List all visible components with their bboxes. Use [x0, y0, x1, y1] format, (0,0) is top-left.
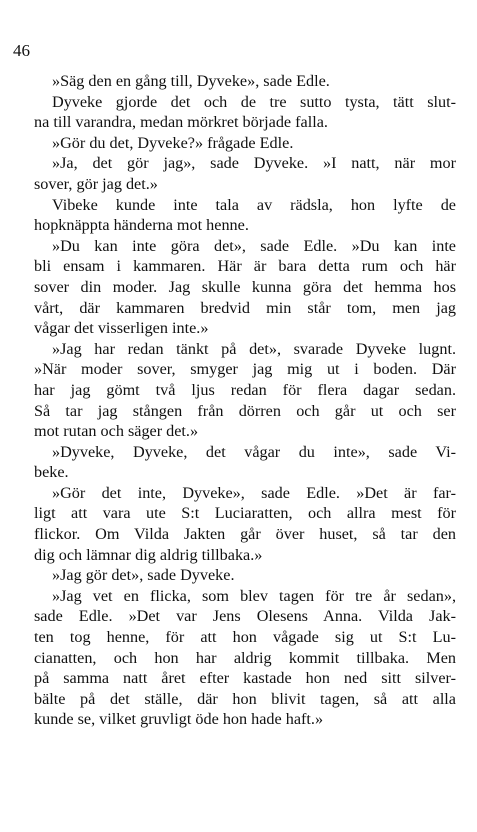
text-line: bli ensam i kammaren. Här är bara detta rum och här: [34, 257, 456, 276]
text-line: »Gör du det, Dyveke?» frågade Edle.: [52, 133, 294, 152]
text-line: beke.: [34, 463, 69, 482]
text-line: ten tog henne, för att hon vågade sig ut S:t Lu-: [34, 628, 456, 647]
paragraph: [34, 586, 456, 730]
text-line: cianatten, och hon har aldrig kommit tillbaka. Men: [34, 648, 456, 667]
text-line: bälte på det ställe, där hon blivit tagen, så att alla: [34, 689, 456, 708]
text-line: Så tar jag stången från dörren och går ut och ser: [34, 401, 456, 420]
paragraph: [34, 339, 456, 442]
text-line: »Dyveke, Dyveke, det vågar du inte», sade Vi-: [52, 442, 456, 461]
text-line: mot rutan och säger det.»: [34, 422, 199, 441]
text-line: »Du kan inte göra det», sade Edle. »Du kan inte: [52, 236, 456, 255]
text-line: »Ja, det gör jag», sade Dyveke. »I natt, när mor: [52, 154, 456, 173]
page-number: 46: [13, 41, 30, 60]
paragraph: [34, 483, 456, 565]
text-line: »Gör det inte, Dyveke», sade Edle. »Det är far-: [52, 483, 456, 502]
text-line: på samma natt året efter kastade hon ned sitt silver-: [34, 669, 456, 688]
text-line: har jag gömt två ljus redan för flera dagar sedan.: [34, 380, 456, 399]
text-line: sade Edle. »Det var Jens Olesens Anna. Vilda Jak-: [34, 607, 456, 626]
text-line: vågar det visserligen inte.»: [34, 319, 209, 338]
text-line: na till varandra, medan mörkret började falla.: [34, 113, 328, 132]
paragraph: [34, 153, 456, 194]
text-line: »Jag vet en flicka, som blev tagen för tre år sedan»,: [52, 586, 456, 605]
text-line: »Säg den en gång till, Dyveke», sade Edle.: [52, 72, 330, 90]
text-line: sover, gör jag det.»: [34, 174, 158, 193]
text-line: Vibeke kunde inte tala av rädsla, hon lyfte de: [52, 195, 456, 214]
text-line: kunde se, vilket gruvligt öde hon hade haft.»: [34, 710, 324, 729]
paragraph: [34, 195, 456, 236]
paragraph: [34, 236, 456, 339]
paragraph: [34, 92, 456, 133]
paragraph: [34, 71, 456, 92]
paragraph: [34, 442, 456, 483]
paragraph: [34, 133, 456, 154]
text-line: ligt att vara ute S:t Luciaratten, och allra mest för: [34, 504, 456, 523]
text-line: dig och lämnar dig aldrig tillbaka.»: [34, 545, 263, 564]
text-line: »Jag har redan tänkt på det», svarade Dyveke lugnt.: [52, 339, 456, 358]
text-line: hopknäppta händerna mot henne.: [34, 216, 249, 235]
body-text: [34, 71, 456, 730]
text-line: flickor. Om Vilda Jakten går över huset, så tar den: [34, 525, 456, 544]
text-line: »När moder sover, smyger jag mig ut i boden. Där: [34, 360, 456, 379]
text-line: Dyveke gjorde det och de tre sutto tysta, tätt slut-: [52, 92, 456, 111]
paragraph: [34, 565, 456, 586]
text-line: sover din moder. Jag skulle kunna göra det hemma hos: [34, 277, 456, 296]
text-line: vårt, där kammaren bredvid min står tom, men jag: [34, 298, 456, 317]
text-line: »Jag gör det», sade Dyveke.: [52, 566, 235, 585]
